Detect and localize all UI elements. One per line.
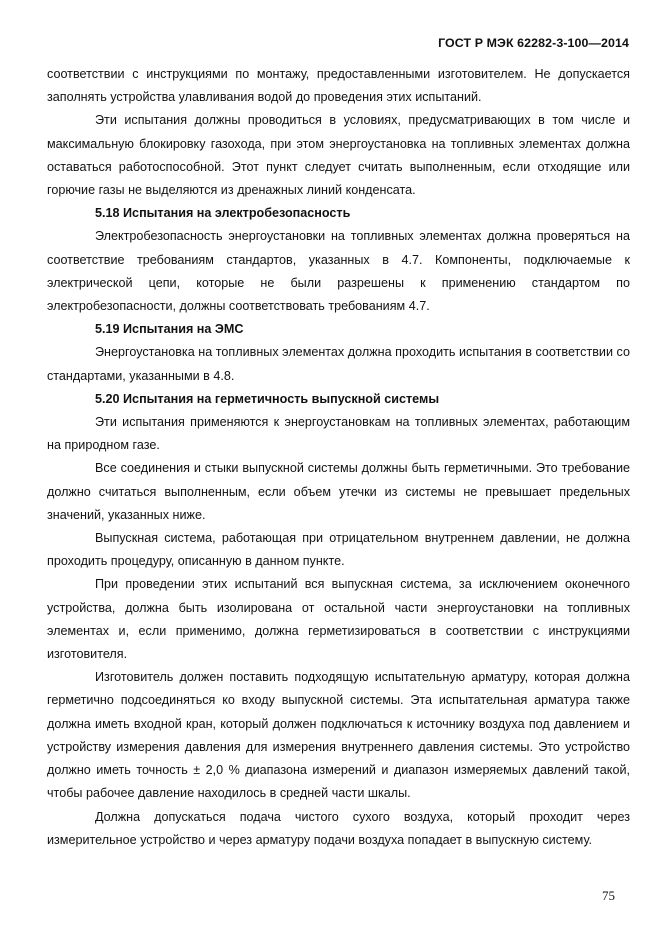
section-heading-5-20: 5.20 Испытания на герметичность выпускной системы xyxy=(95,391,440,406)
paragraph: соответствии с инструкциями по монтажу, предоставленными изготовителем. Не допускается заполнять устройства улавливания водой до проведения этих испытаний. xyxy=(47,67,630,105)
paragraph: Электробезопасность энергоустановки на топливных элементах должна проверяться на соответствие требованиям стандартов, указанных в 4.7. Компоненты, подключаемые к электрической цепи, которые не были разрешены к применению стандартом по электробезопасности, должны соответствовать требованиям 4.7. xyxy=(47,229,630,314)
paragraph: Энергоустановка на топливных элементах должна проходить испытания в соответствии со стандартами, указанными в 4.8. xyxy=(47,345,630,383)
paragraph: Все соединения и стыки выпускной системы должны быть герметичными. Это требование должно считаться выполненным, если объем утечки из системы не превышает предельных значений, указанных ниже. xyxy=(47,461,630,522)
document-body xyxy=(47,63,630,852)
paragraph: Изготовитель должен поставить подходящую испытательную арматуру, которая должна герметично подсоединяться ко входу выпускной системы. Эта испытательная арматура также должна иметь входной кран, который должен подключаться к источнику воздуха под давлением и устройству измерения давления для измерения внутреннего давления системы. Это устройство должно иметь точность ± 2,0 % диапазона измерений и диапазон измеряемых давлений такой, чтобы рабочее давление находилось в средней части шкалы. xyxy=(47,670,630,801)
paragraph: При проведении этих испытаний вся выпускная система, за исключением оконечного устройства, должна быть изолирована от остальной части энергоустановки на топливных элементах и, если применимо, должна герметизироваться в соответствии с инструкциями изготовителя. xyxy=(47,577,630,662)
page-number: 75 xyxy=(602,888,615,903)
paragraph: Эти испытания применяются к энергоустановкам на топливных элементах, работающим на природном газе. xyxy=(47,415,630,453)
section-heading-5-18: 5.18 Испытания на электробезопасность xyxy=(95,206,351,221)
standard-header: ГОСТ Р МЭК 62282-3-100—2014 xyxy=(438,36,629,50)
paragraph: Эти испытания должны проводиться в условиях, предусматривающих в том числе и максимальную блокировку газохода, при этом энергоустановка на топливных элементах должна оставаться работоспособной. Этот пункт следует считать выполненным, если отходящие или горючие газы не выделяются из дренажных линий конденсата. xyxy=(47,113,630,198)
paragraph: Должна допускаться подача чистого сухого воздуха, который проходит через измерительное устройство и через арматуру подачи воздуха попадает в выпускную систему. xyxy=(47,809,630,847)
section-heading-5-19: 5.19 Испытания на ЭМС xyxy=(95,322,244,337)
paragraph: Выпускная система, работающая при отрицательном внутреннем давлении, не должна проходить процедуру, описанную в данном пункте. xyxy=(47,531,630,569)
